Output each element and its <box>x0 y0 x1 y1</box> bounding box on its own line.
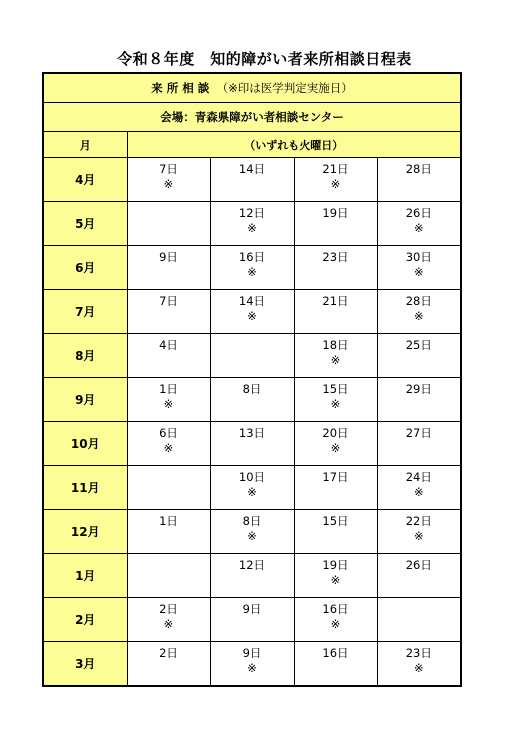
day-label: 9日 <box>242 646 262 660</box>
day-cell <box>210 466 294 510</box>
day-cell <box>210 202 294 246</box>
month-cell: 10月 <box>43 422 127 466</box>
day-cell <box>294 422 377 466</box>
day-cell <box>377 554 461 598</box>
medical-mark: ※ <box>330 397 341 411</box>
day-label: 23日 <box>405 646 432 660</box>
day-cell <box>210 334 294 378</box>
table-row <box>43 554 461 598</box>
medical-mark: ※ <box>330 353 341 367</box>
day-cell <box>127 334 210 378</box>
medical-mark: ※ <box>413 221 424 235</box>
table-row <box>43 510 461 554</box>
day-cell <box>210 378 294 422</box>
day-cell <box>127 158 210 202</box>
day-cell <box>210 554 294 598</box>
day-label: 26日 <box>405 206 432 220</box>
day-label: 10日 <box>238 470 266 484</box>
medical-mark: ※ <box>413 661 424 675</box>
day-cell <box>127 290 210 334</box>
month-cell: 5月 <box>43 202 127 246</box>
medical-mark: ※ <box>163 441 174 455</box>
day-label: 16日 <box>322 602 349 616</box>
day-label <box>128 554 210 558</box>
page-title: 令和８年度 知的障がい者来所相談日程表 <box>117 50 412 68</box>
medical-mark: ※ <box>247 309 257 323</box>
table-row <box>43 334 461 378</box>
day-label: 26日 <box>405 558 432 572</box>
medical-mark: ※ <box>247 265 257 279</box>
day-cell <box>127 466 210 510</box>
day-cell <box>294 598 377 642</box>
day-cell <box>210 642 294 687</box>
day-label: 29日 <box>405 382 432 396</box>
day-label: 15日 <box>322 382 349 396</box>
month-cell: 9月 <box>43 378 127 422</box>
medical-mark: ※ <box>247 529 257 543</box>
day-label: 14日 <box>238 162 266 176</box>
medical-mark: ※ <box>330 177 341 191</box>
day-label: 23日 <box>322 250 349 264</box>
day-cell <box>210 510 294 554</box>
day-label: 12日 <box>238 206 266 220</box>
day-cell <box>377 334 461 378</box>
medical-mark: ※ <box>163 397 174 411</box>
day-label: 1日 <box>159 382 178 396</box>
day-cell <box>377 598 461 642</box>
medical-mark: ※ <box>413 309 424 323</box>
day-label: 13日 <box>238 426 266 440</box>
header-consultation-label: 来 所 相 談 <box>151 81 210 95</box>
medical-mark: ※ <box>163 617 174 631</box>
day-cell <box>127 422 210 466</box>
medical-mark: ※ <box>330 617 341 631</box>
day-cell <box>127 378 210 422</box>
day-label <box>128 202 210 206</box>
medical-mark: ※ <box>247 485 257 499</box>
day-cell <box>377 466 461 510</box>
table-row <box>43 290 461 334</box>
day-cell <box>377 158 461 202</box>
day-label: 16日 <box>238 250 266 264</box>
day-label: 2日 <box>159 646 178 660</box>
table-row <box>43 422 461 466</box>
day-label: 1日 <box>159 514 178 528</box>
day-label: 20日 <box>322 426 349 440</box>
day-cell <box>377 246 461 290</box>
month-cell: 11月 <box>43 466 127 510</box>
day-label: 8日 <box>242 382 262 396</box>
header-consultation <box>43 73 461 103</box>
day-cell <box>377 642 461 687</box>
medical-mark: ※ <box>247 661 257 675</box>
day-label: 9日 <box>159 250 178 264</box>
day-label: 21日 <box>322 162 349 176</box>
day-cell <box>377 422 461 466</box>
day-cell <box>127 510 210 554</box>
schedule-table <box>42 72 462 687</box>
day-cell <box>294 202 377 246</box>
day-cell <box>294 334 377 378</box>
month-cell: 1月 <box>43 554 127 598</box>
table-row <box>43 598 461 642</box>
day-cell <box>210 422 294 466</box>
day-cell <box>294 510 377 554</box>
day-cell <box>294 158 377 202</box>
month-cell: 3月 <box>43 642 127 687</box>
day-cell <box>210 598 294 642</box>
day-label: 4日 <box>159 338 178 352</box>
medical-mark: ※ <box>413 529 424 543</box>
day-label: 19日 <box>322 206 349 220</box>
medical-mark: ※ <box>413 485 424 499</box>
day-cell <box>127 202 210 246</box>
day-cell <box>294 554 377 598</box>
day-label <box>128 466 210 470</box>
header-consultation-note: （※印は医学判定実施日） <box>216 81 353 95</box>
month-cell: 12月 <box>43 510 127 554</box>
day-cell <box>127 554 210 598</box>
day-label <box>378 598 461 602</box>
day-cell <box>294 642 377 687</box>
day-cell <box>210 290 294 334</box>
table-row <box>43 158 461 202</box>
day-label: 28日 <box>405 294 432 308</box>
day-label: 8日 <box>242 514 262 528</box>
month-cell: 8月 <box>43 334 127 378</box>
day-label: 16日 <box>322 646 349 660</box>
table-row <box>43 202 461 246</box>
day-cell <box>377 290 461 334</box>
day-label: 9日 <box>242 602 262 616</box>
day-label: 7日 <box>159 294 178 308</box>
day-cell <box>127 598 210 642</box>
day-cell <box>210 158 294 202</box>
day-label: 21日 <box>322 294 349 308</box>
day-cell <box>377 378 461 422</box>
day-label: 28日 <box>405 162 432 176</box>
day-label <box>211 334 294 338</box>
day-label: 2日 <box>159 602 178 616</box>
day-label: 17日 <box>322 470 349 484</box>
month-cell: 7月 <box>43 290 127 334</box>
col-header-days: （いずれも火曜日） <box>127 132 461 158</box>
medical-mark: ※ <box>413 265 424 279</box>
day-label: 18日 <box>322 338 349 352</box>
day-label: 22日 <box>405 514 432 528</box>
month-cell: 4月 <box>43 158 127 202</box>
day-cell <box>294 246 377 290</box>
day-cell <box>210 246 294 290</box>
day-label: 14日 <box>238 294 266 308</box>
col-header-month: 月 <box>43 132 127 158</box>
day-label: 19日 <box>322 558 349 572</box>
month-cell: 6月 <box>43 246 127 290</box>
medical-mark: ※ <box>247 221 257 235</box>
table-row <box>43 246 461 290</box>
header-venue: 会場：青森県障がい者相談センター <box>43 103 461 132</box>
day-cell <box>127 246 210 290</box>
day-cell <box>294 290 377 334</box>
day-label: 15日 <box>322 514 349 528</box>
day-label: 25日 <box>405 338 432 352</box>
day-cell <box>127 642 210 687</box>
day-label: 12日 <box>238 558 266 572</box>
month-cell: 2月 <box>43 598 127 642</box>
day-label: 27日 <box>405 426 432 440</box>
day-cell <box>294 466 377 510</box>
day-cell <box>377 510 461 554</box>
day-label: 24日 <box>405 470 432 484</box>
day-cell <box>294 378 377 422</box>
medical-mark: ※ <box>330 573 341 587</box>
medical-mark: ※ <box>330 441 341 455</box>
table-row <box>43 642 461 687</box>
day-label: 30日 <box>405 250 432 264</box>
table-row <box>43 466 461 510</box>
day-cell <box>377 202 461 246</box>
day-label: 7日 <box>159 162 178 176</box>
medical-mark: ※ <box>163 177 174 191</box>
day-label: 6日 <box>159 426 178 440</box>
table-row <box>43 378 461 422</box>
